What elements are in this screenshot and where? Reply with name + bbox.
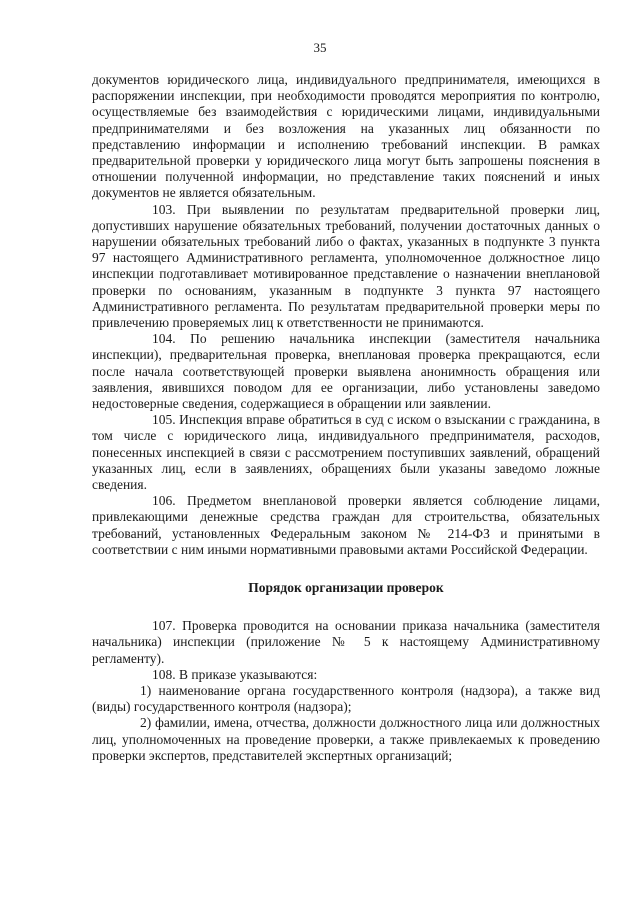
paragraph-104: 104. По решению начальника инспекции (заместителя начальника инспекции), предварительная проверка, внеплановая проверка прекращаются, если после начала соответствующей проверки выявлена анонимность обращения или заявления, явившихся поводом для ее организации, либо установлены заведомо недостоверные сведения, содержащиеся в обращении или заявлении. xyxy=(92,331,600,412)
list-item: 2) фамилии, имена, отчества, должности должностного лица или должностных лиц, уполномоченных на проведение проверки, а также привлекаемых к проведению проверки экспертов, представителей экспертных организаций; xyxy=(92,715,600,763)
paragraph-continuation: документов юридического лица, индивидуального предпринимателя, имеющихся в распоряжении инспекции, при необходимости проводятся мероприятия по контролю, осуществляемые без взаимодействия с юридическими лицами, индивидуальными предпринимателями и без возложения на указанных лиц обязанности по представлению информации и исполнению требований инспекции. В рамках предварительной проверки у юридического лица могут быть запрошены пояснения в отношении полученной информации, но представление таких пояснений и иных документов не является обязательным. xyxy=(92,72,600,201)
list-item: 1) наименование органа государственного контроля (надзора), а также вид (виды) государственного контроля (надзора); xyxy=(92,682,600,715)
paragraph-103: 103. При выявлении по результатам предварительной проверки лиц, допустивших нарушение обязательных требований, получении достаточных данных о нарушении обязательных требований либо о фактах, указанных в подпункте 3 пункта 97 настоящего Административного регламента, уполномоченное должностное лицо инспекции подготавливает мотивированное представление о назначении внеплановой проверки по основаниям, указанным в подпункте 3 пункта 97 настоящего Административного регламента. По результатам предварительной проверки меры по привлечению проверяемых лиц к ответственности не принимаются. xyxy=(92,201,600,331)
paragraph-108: 108. В приказе указываются: xyxy=(152,666,318,682)
paragraph-107: 107. Проверка проводится на основании приказа начальника (заместителя начальника) инспекции (приложение № 5 к настоящему Административному регламенту). xyxy=(92,618,600,666)
document-body xyxy=(92,72,600,764)
paragraph-105: 105. Инспекция вправе обратиться в суд с иском о взыскании с гражданина, в том числе с юридического лица, индивидуального предпринимателя, расходов, понесенных инспекцией в связи с рассмотрением поступивших заявлений, обращений указанных лиц, если в заявлениях, обращениях были указаны заведомо ложные сведения. xyxy=(92,412,600,493)
page-number: 35 xyxy=(313,40,327,55)
paragraph-106: 106. Предметом внеплановой проверки является соблюдение лицами, привлекающими денежные средства граждан для строительства, обязательных требований, установленных Федеральным законом № 214-ФЗ и принятыми в соответствии с ним иными нормативными правовыми актами Российской Федерации. xyxy=(92,493,600,557)
section-heading: Порядок организации проверок xyxy=(248,580,444,596)
